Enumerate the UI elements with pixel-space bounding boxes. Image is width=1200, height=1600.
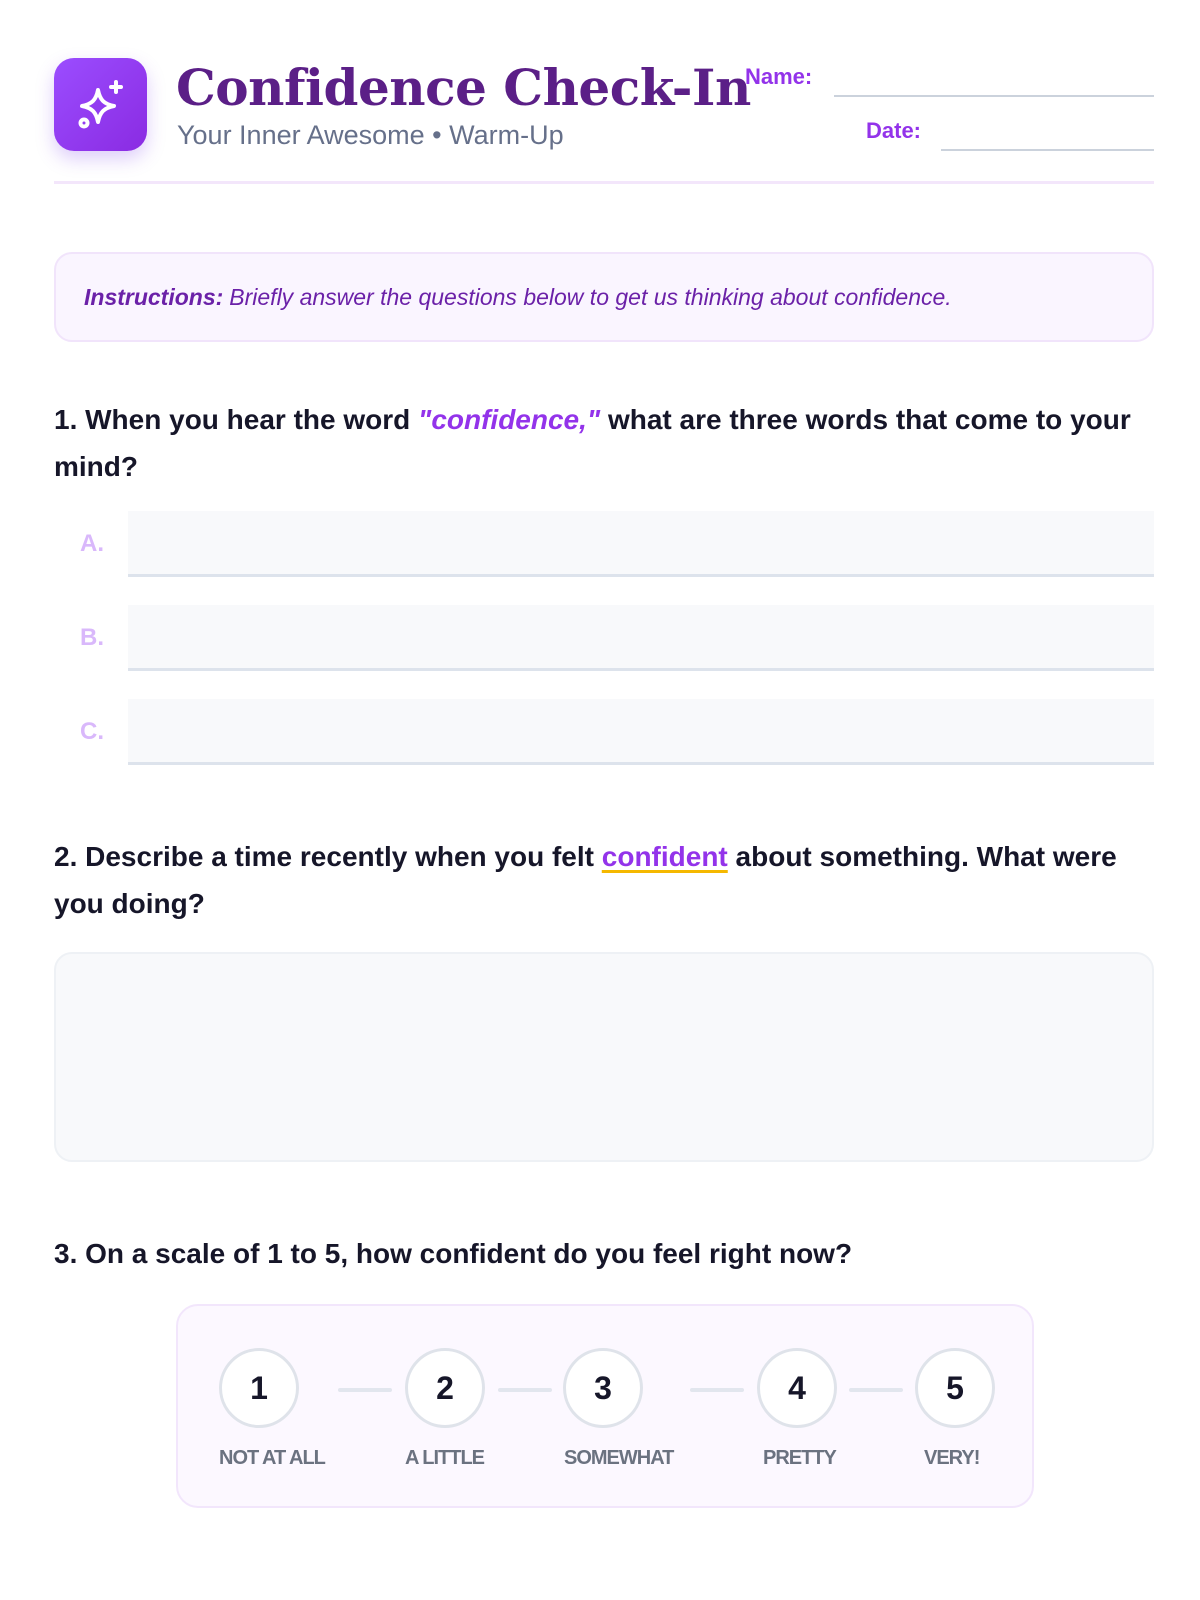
scale-option-3[interactable]: 3 [563,1348,643,1428]
answer-field-c[interactable] [128,699,1154,765]
scale-connector [849,1388,903,1392]
instructions-label: Instructions: [84,283,224,310]
name-label: Name: [745,64,813,89]
question-2-highlight: confident [601,841,728,872]
scale-label-5: VERY! [924,1447,980,1469]
answer-letter-a: A. [80,530,104,557]
scale-option-1[interactable]: 1 [219,1348,299,1428]
date-label: Date: [866,118,922,143]
name-field[interactable] [834,95,1154,97]
scale-label-3: SOMEWHAT [564,1447,674,1469]
answer-field-a[interactable] [128,511,1154,577]
question-1-suffix: what are three words that come to your mind? [54,404,1131,482]
question-3: 3. On a scale of 1 to 5, how confident do you feel right now? [54,1238,853,1269]
page-subtitle: Your Inner Awesome • Warm-Up [177,120,564,150]
answer-field-b[interactable] [128,605,1154,671]
scale-connector [498,1388,552,1392]
scale-label-4: PRETTY [763,1447,836,1469]
scale-label-1: NOT AT ALL [219,1447,325,1469]
scale-label-2: A LITTLE [405,1447,485,1469]
worksheet-header [54,58,1154,184]
scale-option-2[interactable]: 2 [405,1348,485,1428]
question-1-prefix: 1. When you hear the word [54,404,411,435]
answer-letter-b: B. [80,624,104,651]
question-2-suffix: about something. What were you doing? [54,841,1117,919]
answer-letter-c: C. [80,718,104,745]
question-1-highlight: "confidence," [418,404,601,435]
scale-option-4[interactable]: 4 [757,1348,837,1428]
instructions-box [54,252,1154,342]
question-2-prefix: 2. Describe a time recently when you felt [54,841,594,872]
page-title: Confidence Check-In [176,58,751,117]
scale-option-5[interactable]: 5 [915,1348,995,1428]
instructions-text: Briefly answer the questions below to get us thinking about confidence. [229,283,952,310]
scale-connector [338,1388,392,1392]
question-2 [54,833,1154,927]
answer-textarea[interactable] [54,952,1154,1162]
scale-connector [690,1388,744,1392]
confidence-scale [176,1304,1034,1508]
date-field[interactable] [941,149,1154,151]
question-1 [54,396,1154,490]
sparkles-icon [54,58,147,151]
